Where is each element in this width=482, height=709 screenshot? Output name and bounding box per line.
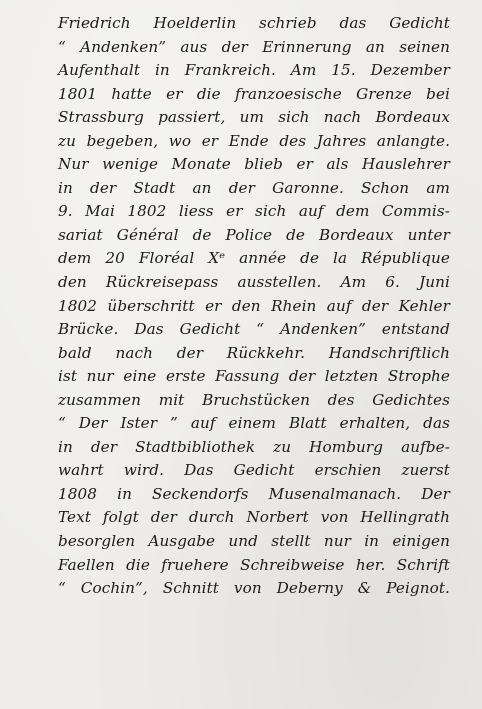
text-line-9: 9. Mai 1802 liess er sich auf dem Commis- [58,202,450,221]
text-line-11: dem 20 Floréal Xᵉ année de la République [58,249,450,268]
text-line-6: zu begeben, wo er Ende des Jahres anlangte. [58,131,450,150]
text-line-7: Nur wenige Monate blieb er als Hauslehrer [58,155,450,174]
text-line-3: Aufenthalt in Frankreich. Am 15. Dezember [58,61,450,80]
text-line-19: in der Stadtbibliothek zu Homburg aufbe- [58,437,450,456]
text-line-8: in der Stadt an der Garonne. Schon am [58,178,450,197]
text-line-2: “ Andenken” aus der Erinnerung an seinen [58,37,450,56]
text-line-12: den Rückreisepass ausstellen. Am 6. Juni [58,273,450,292]
text-line-15: bald nach der Rückkehr. Handschriftlich [58,343,450,362]
text-line-10: sariat Général de Police de Bordeaux unter [58,225,450,244]
text-line-1: Friedrich Hoelderlin schrieb das Gedicht [58,14,450,32]
text-line-4: 1801 hatte er die franzoesische Grenze bei [58,84,450,103]
text-line-23: besorglen Ausgabe und stellt nur in einigen [58,532,450,551]
text-line-17: zusammen mit Bruchstücken des Gedichtes [58,390,450,409]
text-line-22: Text folgt der durch Norbert von Hellingrath [58,508,450,527]
text-line-25: “ Cochin”, Schnitt von Deberny & Peignot. [58,579,450,598]
text-line-13: 1802 überschritt er den Rhein auf der Kehler [58,296,450,315]
colophon-text [58,12,450,601]
text-line-24: Faellen die fruehere Schreibweise her. Schrift [58,555,450,574]
text-line-20: wahrt wird. Das Gedicht erschien zuerst [58,461,450,480]
text-line-5: Strassburg passiert, um sich nach Bordeaux [58,108,450,127]
text-line-21: 1808 in Seckendorfs Musenalmanach. Der [58,484,450,503]
text-line-18: “ Der Ister ” auf einem Blatt erhalten, das [58,414,450,433]
text-line-14: Brücke. Das Gedicht “ Andenken” entstand [58,320,450,339]
text-line-16: ist nur eine erste Fassung der letzten Strophe [58,367,450,386]
